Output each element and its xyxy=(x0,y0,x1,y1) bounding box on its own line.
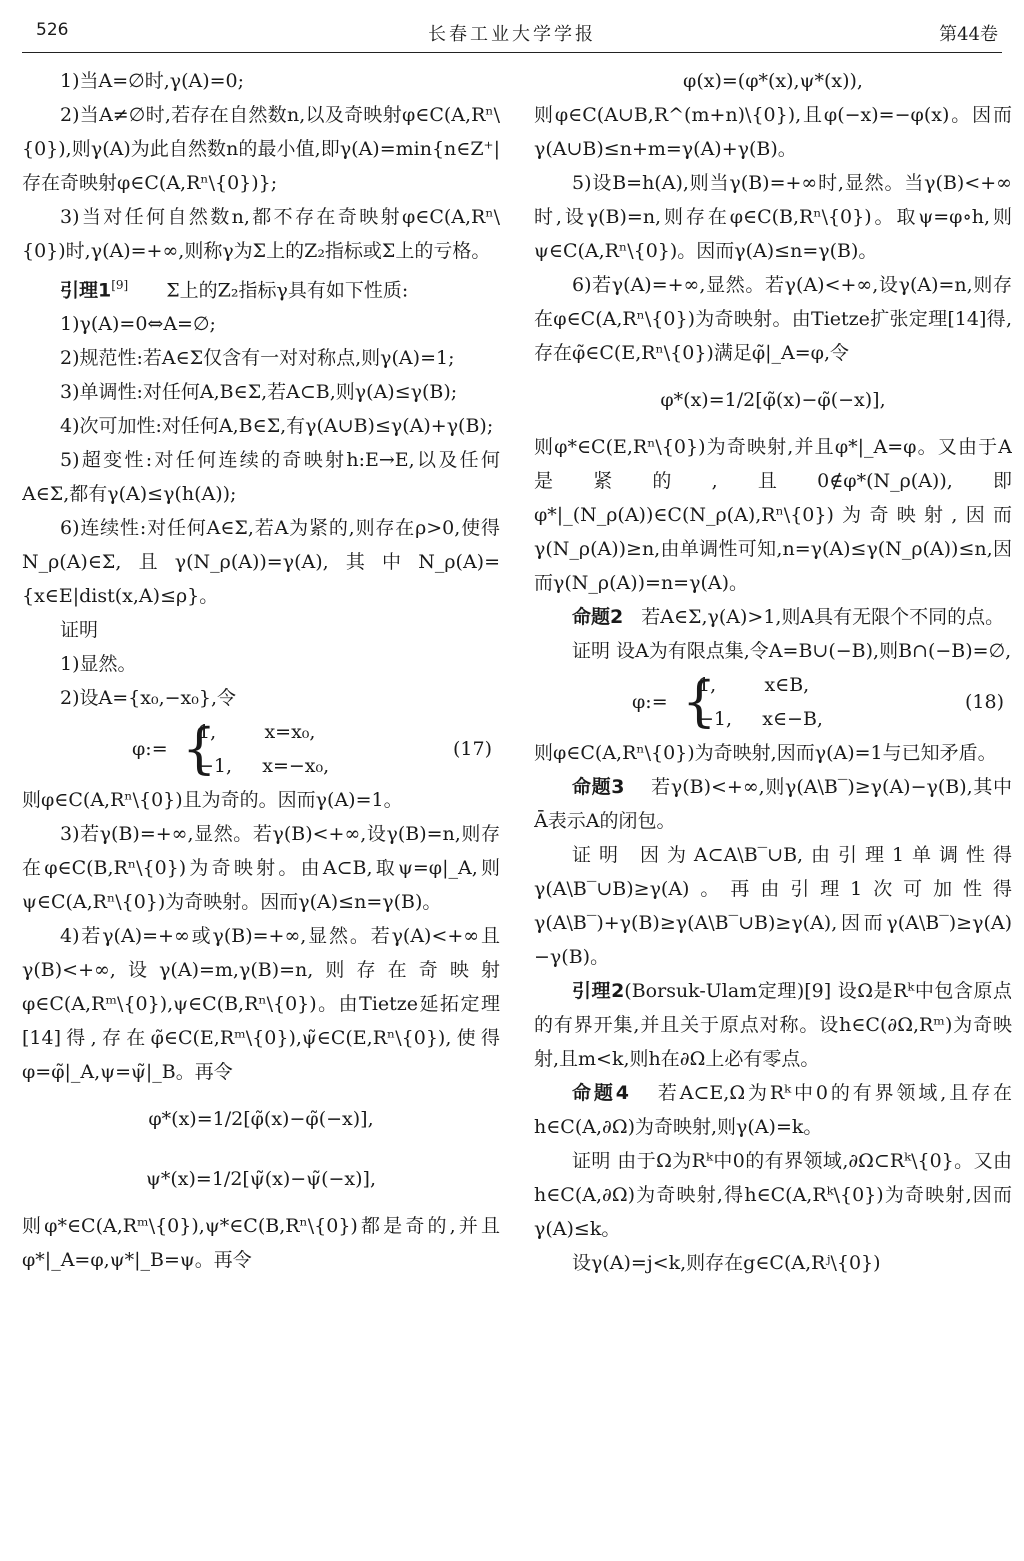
paragraph: 4)次可加性:对任何A,B∈Σ,有γ(A∪B)≤γ(A)+γ(B); xyxy=(60,415,494,438)
proposition-2-label: 命题2 xyxy=(572,606,624,628)
lemma-1 xyxy=(22,268,500,307)
paragraph: 证明 设A为有限点集,令A=B∪(−B),则B∩(−B)=∅, xyxy=(572,640,1012,662)
paragraph: 6)若γ(A)=+∞,显然。若γ(A)<+∞,设γ(A)=n,则存在φ∈C(A,Rⁿ\{0})为奇映射。由Tietze扩张定理[14]得,存在φ̃∈C(E,Rⁿ\{0})满足φ̃|_A=φ,令 xyxy=(534,274,1012,364)
proposition-2 xyxy=(534,600,1012,634)
equation-17 xyxy=(22,715,500,783)
equation-number: (18) xyxy=(964,691,1004,713)
lemma-1-label: 引理1 xyxy=(60,279,112,302)
paragraph: 2)规范性:若A∈Σ仅含有一对对称点,则γ(A)=1; xyxy=(60,347,455,370)
paragraph: 1)当A=∅时,γ(A)=0; xyxy=(60,70,245,92)
equation: φ*(x)=1/2[φ̃(x)−φ̃(−x)], xyxy=(660,389,886,411)
equation-18-row-1: 1, x∈B, xyxy=(698,674,810,696)
equation-17-row-1: 1, x=x₀, xyxy=(198,721,316,744)
right-column xyxy=(534,64,1012,1554)
equation-17-row-2: −1, x=−x₀, xyxy=(198,755,330,778)
brace-icon: { xyxy=(182,717,217,781)
paragraph: 3)若γ(B)=+∞,显然。若γ(B)<+∞,设γ(B)=n,则存在φ∈C(B,Rⁿ\{0})为奇映射。由A⊂B,取ψ=φ|_A,则ψ∈C(A,Rⁿ\{0})为奇映射。因而γ(A)≤n=γ(B)。 xyxy=(22,823,500,914)
paragraph: 证明 由于Ω为Rᵏ中0的有界领域,∂Ω⊂Rᵏ\{0}。又由h∈C(A,∂Ω)为奇映射,得h∈C(A,Rᵏ\{0})为奇映射,因而γ(A)≤k。 xyxy=(534,1150,1012,1240)
lemma-1-ref: [9] xyxy=(111,278,129,292)
paragraph: 设γ(A)=j<k,则存在g∈C(A,Rʲ\{0}) xyxy=(572,1252,881,1274)
proposition-3-text: 若γ(B)<+∞,则γ(A\B‾)≥γ(A)−γ(B),其中Ā表示A的闭包。 xyxy=(534,776,1012,832)
paragraph: 2)当A≠∅时,若存在自然数n,以及奇映射φ∈C(A,Rⁿ\{0}),则γ(A)为此自然数n的最小值,即γ(A)=min{n∈Z⁺|存在奇映射φ∈C(A,Rⁿ\{0})}; xyxy=(22,104,500,194)
lemma-2-label: 引理2 xyxy=(572,980,625,1002)
left-column xyxy=(22,64,500,1554)
proposition-3 xyxy=(534,770,1012,838)
proposition-4 xyxy=(534,1076,1012,1144)
paragraph: 证明 因为A⊂A\B‾∪B,由引理1单调性得γ(A\B‾∪B)≥γ(A)。再由引理1次可加性得γ(A\B‾)+γ(B)≥γ(A\B‾∪B)≥γ(A),因而γ(A\B‾)≥γ(A)−γ(B)。 xyxy=(534,844,1012,968)
proposition-4-label: 命题4 xyxy=(572,1082,629,1104)
lemma-2 xyxy=(534,974,1012,1076)
journal-title: 长春工业大学学报 xyxy=(428,24,596,45)
paragraph: 6)连续性:对任何A∈Σ,若A为紧的,则存在ρ>0,使得N_ρ(A)∈Σ,且γ(N_ρ(A))=γ(A),其中N_ρ(A)={x∈E|dist(x,A)≤ρ}。 xyxy=(22,517,500,608)
paragraph: 2)设A={x₀,−x₀},令 xyxy=(60,687,236,710)
lemma-1-text: Σ上的Z₂指标γ具有如下性质: xyxy=(166,279,409,302)
proposition-3-label: 命题3 xyxy=(572,776,625,798)
volume-label: 第44卷 xyxy=(939,24,998,45)
proof-label: 证明 xyxy=(60,619,99,642)
paragraph: 3)单调性:对任何A,B∈Σ,若A⊂B,则γ(A)≤γ(B); xyxy=(60,381,458,404)
paragraph: 则φ*∈C(E,Rⁿ\{0})为奇映射,并且φ*|_A=φ。又由于A是紧的,且0∉φ*(N_ρ(A)),即φ*|_(N_ρ(A))∈C(N_ρ(A),Rⁿ\{0})为奇映射,因而γ(N_ρ(A))≥n,由单调性可知,n=γ(A)≤γ(N_ρ(A))≤n,因而γ(N_ρ(A))=n=γ(A)。 xyxy=(534,436,1012,594)
equation: φ(x)=(φ*(x),ψ*(x)), xyxy=(683,70,863,92)
paragraph: 5)设B=h(A),则当γ(B)=+∞时,显然。当γ(B)<+∞时,设γ(B)=n,则存在φ∈C(B,Rⁿ\{0})。取ψ=φ∘h,则ψ∈C(A,Rⁿ\{0})。因而γ(A)≤n=γ(B)。 xyxy=(534,172,1012,262)
proposition-4-text: 若A⊂E,Ω为Rᵏ中0的有界领域,且存在h∈C(A,∂Ω)为奇映射,则γ(A)=k。 xyxy=(534,1082,1012,1138)
paragraph: 则φ∈C(A,Rⁿ\{0})且为奇的。因而γ(A)=1。 xyxy=(22,789,403,812)
brace-icon: { xyxy=(682,670,717,733)
paragraph: 3)当对任何自然数n,都不存在奇映射φ∈C(A,Rⁿ\{0})时,γ(A)=+∞,则称γ为Σ上的Z₂指标或Σ上的亏格。 xyxy=(22,206,500,262)
paragraph: 1)显然。 xyxy=(60,653,137,676)
proposition-2-text: 若A∈Σ,γ(A)>1,则A具有无限个不同的点。 xyxy=(641,606,1005,628)
lemma-2-text: (Borsuk-Ulam定理)[9] 设Ω是Rᵏ中包含原点的有界开集,并且关于原点对称。设h∈C(∂Ω,Rᵐ)为奇映射,且m<k,则h在∂Ω上必有零点。 xyxy=(534,980,1012,1070)
equation-18-row-2: −1, x∈−B, xyxy=(698,708,823,730)
paragraph: 5)超变性:对任何连续的奇映射h:E→E,以及任何A∈Σ,都有γ(A)≤γ(h(A)); xyxy=(22,449,500,506)
paragraph: 1)γ(A)=0⇔A=∅; xyxy=(60,313,216,336)
equation-18 xyxy=(534,668,1012,736)
equation: ψ*(x)=1/2[ψ̃(x)−ψ̃(−x)], xyxy=(145,1168,377,1191)
running-header xyxy=(22,14,1002,53)
equation-17-lhs: φ:= xyxy=(132,738,168,761)
equation-number: (17) xyxy=(452,738,492,761)
paragraph: 则φ*∈C(A,Rᵐ\{0}),ψ*∈C(B,Rⁿ\{0})都是奇的,并且φ*|_A=φ,ψ*|_B=ψ。再令 xyxy=(22,1215,500,1272)
paragraph: 则φ∈C(A∪B,R^(m+n)\{0}),且φ(−x)=−φ(x)。因而γ(A∪B)≤n+m=γ(A)+γ(B)。 xyxy=(534,104,1012,160)
equation: φ*(x)=1/2[φ̃(x)−φ̃(−x)], xyxy=(148,1108,374,1131)
equation-18-lhs: φ:= xyxy=(632,691,668,713)
paragraph: 则φ∈C(A,Rⁿ\{0})为奇映射,因而γ(A)=1与已知矛盾。 xyxy=(534,742,997,764)
page-number: 526 xyxy=(36,20,69,40)
paragraph: 4)若γ(A)=+∞或γ(B)=+∞,显然。若γ(A)<+∞且γ(B)<+∞,设γ(A)=m,γ(B)=n,则存在奇映射φ∈C(A,Rᵐ\{0}),ψ∈C(B,Rⁿ\{0})。由Tietze延拓定理[14]得,存在φ̃∈C(E,Rᵐ\{0}),ψ̃∈C(E,Rⁿ\{0}),使得φ=φ̃|_A,ψ=ψ̃|_B。再令 xyxy=(22,925,500,1084)
